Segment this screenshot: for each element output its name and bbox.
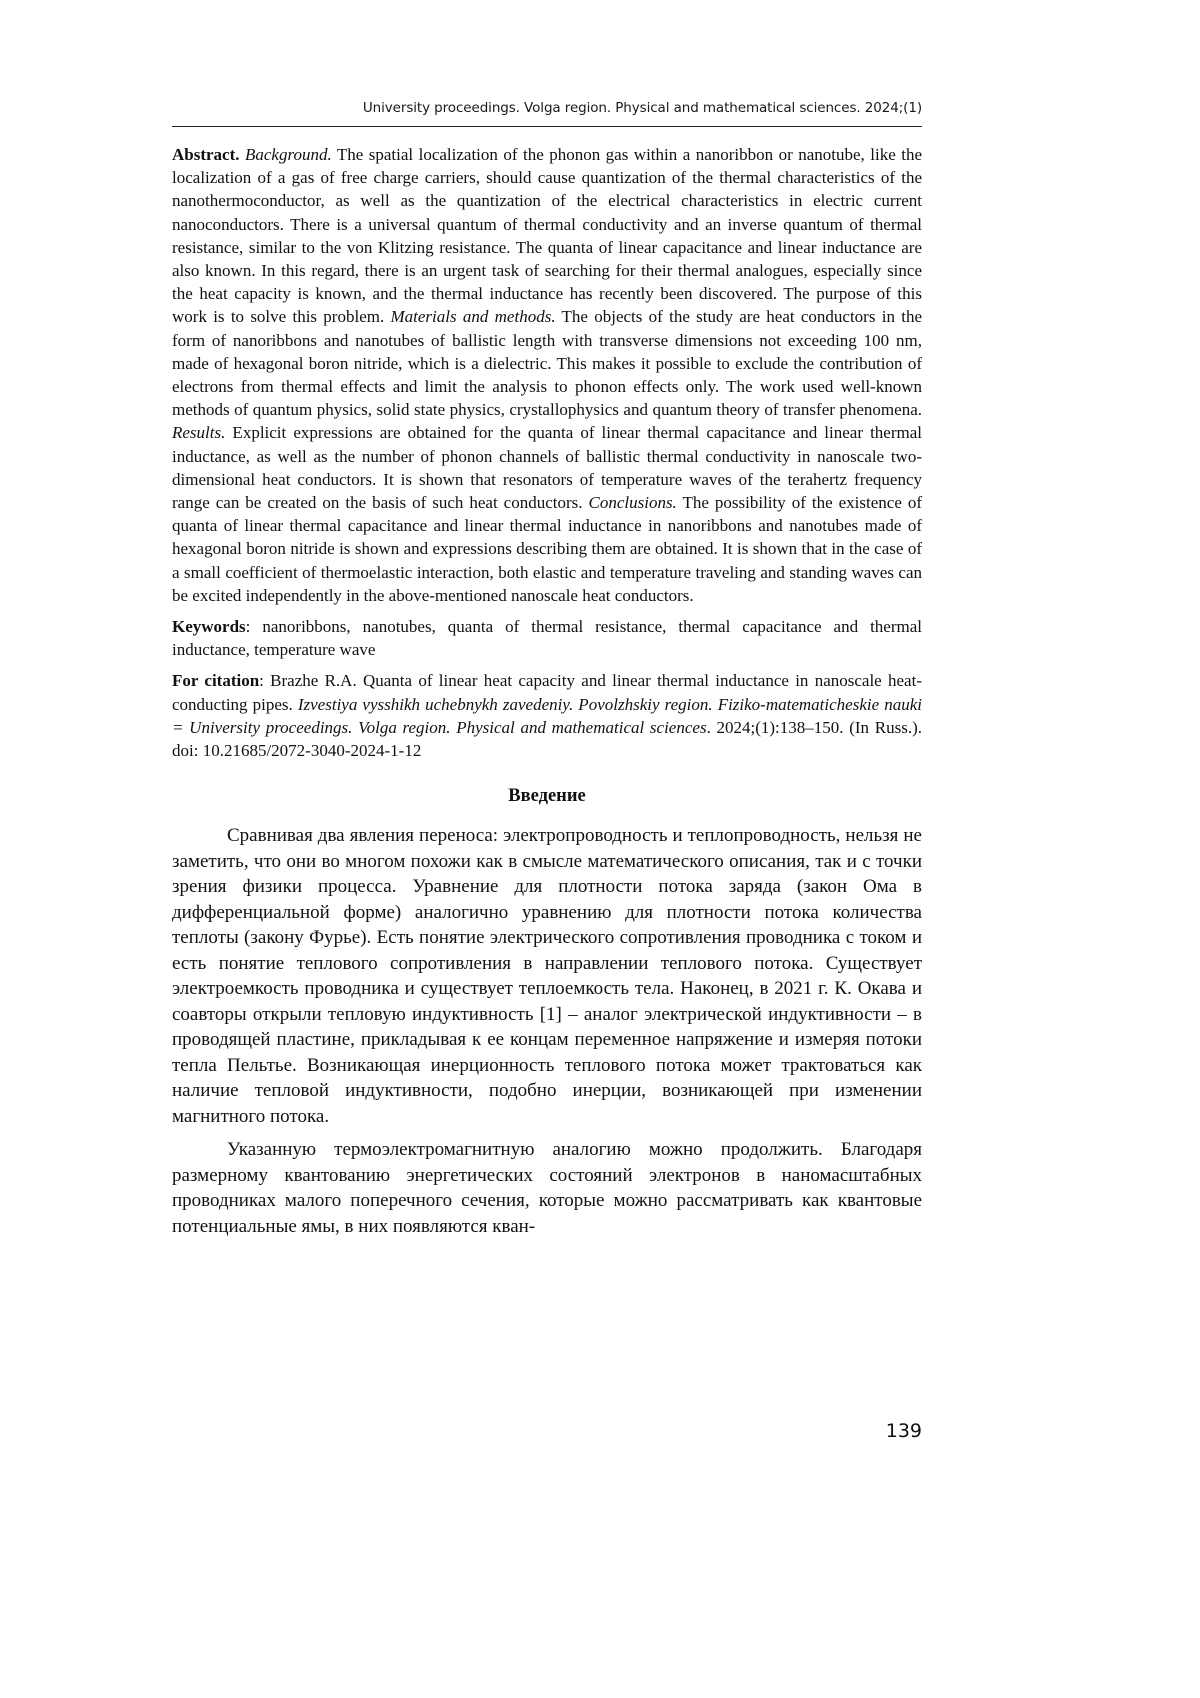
- abstract-methods-label: Materials and methods.: [390, 307, 556, 327]
- abstract-background-text: The spatial localization of the phonon gas within a nanoribbon or nanotube, like the localization of a gas of free charge carriers, should cause quantization of the thermal characteristics of the nanothermoconductor, as well as the quantization of the electrical characteristics in electric current nanoconductors. There is a universal quantum of thermal conductivity and an inverse quantum of thermal resistance, similar to the von Klitzing resistance. The quanta of linear capacitance and linear inductance are also known. In this regard, there is an urgent task of searching for their thermal analogues, especially since the heat capacity is known, and the thermal inductance has recently been discovered. The purpose of this work is to solve this problem.: [172, 145, 923, 327]
- header-rule: [172, 126, 922, 127]
- running-header: University proceedings. Volga region. Physical and mathematical sciences. 2024;(1): [362, 100, 922, 116]
- abstract-conclusions-text: The possibility of the existence of quanta of linear thermal capacitance and linear thermal inductance in nanoribbons and nanotubes made of hexagonal boron nitride is shown and expressions describing them are obtained. It is shown that in the case of a small coefficient of thermoelastic interaction, both elastic and temperature traveling and standing waves can be excited independently in the above-mentioned nanoscale heat conductors.: [172, 493, 923, 605]
- abstract-results-text: Explicit expressions are obtained for the quanta of linear thermal capacitance and linear thermal inductance, as well as the number of phonon channels of ballistic thermal conductivity in nanoscale two-dimensional heat conductors. It is shown that resonators of temperature waves of the terahertz frequency range can be created on the basis of such heat conductors.: [172, 423, 922, 513]
- citation-paragraph: [172, 669, 922, 762]
- abstract-methods-text: The objects of the study are heat conductors in the form of nanoribbons and nanotubes of ballistic length with transverse dimensions not exceeding 100 nm, made of hexagonal boron nitride, which is a dielectric. This makes it possible to exclude the contribution of electrons from thermal effects and limit the analysis to phonon effects only. The work used well-known methods of quantum physics, solid state physics, crystallophysics and quantum theory of transfer phenomena.: [172, 307, 922, 420]
- citation-label: For citation: [172, 671, 260, 691]
- abstract-conclusions-label: Conclusions.: [588, 493, 677, 513]
- citation-text-after: . 2024;(1):138–150. (In Russ.). doi: 10.21685/2072-3040-2024-1-12: [172, 717, 922, 761]
- abstract-background-label: Background.: [244, 145, 332, 164]
- page-number: 139: [885, 1420, 922, 1442]
- section-heading-introduction: Введение: [508, 786, 586, 807]
- intro-paragraph-2: Указанную термоэлектромагнитную аналогию можно продолжить. Благодаря размерному квантованию энергетических состояний электронов в наномасштабных проводниках малого поперечного сечения, которые можно рассматривать как квантовые потенциальные ямы, в них появляются кван-: [172, 1139, 922, 1237]
- intro-paragraph-1: Сравнивая два явления переноса: электропроводность и теплопроводность, нельзя не заметить, что они во многом похожи как в смысле математического описания, так и с точки зрения физики процесса. Уравнение для плотности потока заряда (закон Ома в дифференциальной форме) аналогично уравнению для плотности потока количества теплоты (закону Фурье). Есть понятие электрического сопротивления проводника с током и есть понятие теплового сопротивления в направлении теплового потока. Существует электроемкость проводника и существует теплоемкость тела. Наконец, в 2021 г. К. Окава и соавторы открыли тепловую индуктивность [1] – аналог электрической индуктивности – в проводящей пластине, прикладывая к ее концам переменное напряжение и измеряя потоки тепла Пельтье. Возникающая инерционность теплового потока может трактоваться как наличие тепловой индуктивности, подобно инерции, возникающей при изменении магнитного потока.: [172, 825, 922, 1127]
- abstract-paragraph: [172, 143, 922, 607]
- keywords-paragraph: [172, 615, 922, 661]
- citation-journal: Izvestiya vysshikh uchebnykh zavedeniy. Povolzhskiy region. Fiziko-matematicheskie nauki = University proceedings. Volga region. Physical and mathematical sciences: [172, 694, 922, 737]
- page-content: [172, 143, 922, 1239]
- keywords-text: : nanoribbons, nanotubes, quanta of thermal resistance, thermal capacitance and thermal inductance, temperature wave: [172, 617, 922, 660]
- abstract-label: Abstract.: [172, 145, 240, 164]
- abstract-results-label: Results.: [172, 423, 226, 443]
- citation-text-before: : Brazhe R.A. Quanta of linear heat capacity and linear thermal inductance in nanoscale heat-conducting pipes.: [172, 671, 922, 714]
- keywords-label: Keywords: [172, 617, 246, 637]
